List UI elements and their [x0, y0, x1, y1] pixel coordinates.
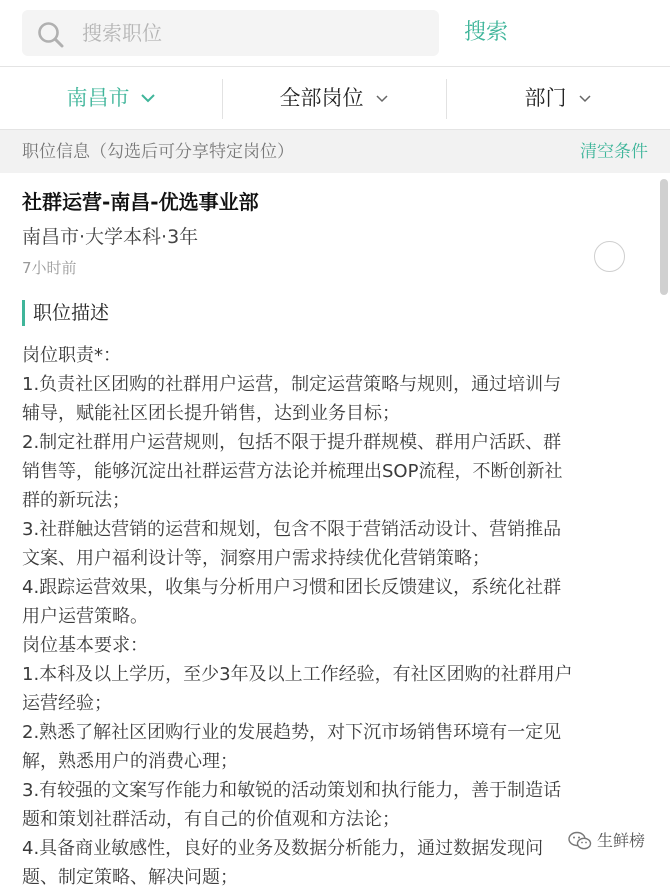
select-radio[interactable] [594, 241, 625, 272]
section-heading: 职位描述 [22, 300, 109, 326]
watermark [568, 830, 645, 852]
job-card [0, 173, 670, 888]
position-filter-label: 全部岗位 [279, 86, 364, 110]
position-filter[interactable] [223, 67, 446, 129]
description-line: 3.社群触达营销的运营和规划，包含不限于营销活动设计、营销推品 [22, 519, 562, 540]
description-line: 1.本科及以上学历，至少3年及以上工作经验，有社区团购的社群用户 [22, 664, 573, 685]
posted-time: 7小时前 [22, 259, 77, 277]
description-line: 2.制定社群用户运营规则，包括不限于提升群规模、群用户活跃、群 [22, 432, 562, 453]
search-button[interactable]: 搜索 [464, 20, 509, 45]
job-meta: 南昌市·大学本科·3年 [22, 226, 199, 248]
description-line: 4.跟踪运营效果，收集与分析用户习惯和团长反馈建议，系统化社群 [22, 577, 562, 598]
scrollbar[interactable] [660, 179, 668, 295]
description-line: 用户运营策略。 [22, 606, 148, 627]
description-line: 运营经验； [22, 693, 112, 714]
chevron-down-icon [140, 92, 156, 104]
search-input[interactable] [22, 10, 439, 56]
description-line: 4.具备商业敏感性，良好的业务及数据分析能力，通过数据发现问 [22, 838, 544, 859]
description-line: 题、制定策略、解决问题； [22, 867, 238, 888]
chevron-down-icon [374, 92, 390, 104]
search-bar [0, 0, 670, 66]
description-line: 岗位基本要求： [22, 635, 148, 656]
description-line: 群的新玩法； [22, 490, 130, 511]
department-filter-label: 部门 [524, 86, 567, 110]
description-line: 1.负责社区团购的社群用户运营，制定运营策略与规则，通过培训与 [22, 374, 562, 395]
chevron-down-icon [577, 92, 593, 104]
description-line: 3.有较强的文案写作能力和敏锐的活动策划和执行能力，善于制造话 [22, 780, 562, 801]
description-line: 辅导，赋能社区团长提升销售，达到业务目标； [22, 403, 400, 424]
clear-filters-button[interactable]: 清空条件 [580, 142, 648, 162]
watermark-text: 生鲜榜 [597, 831, 646, 850]
search-placeholder: 搜索职位 [82, 21, 162, 45]
description-line: 解，熟悉用户的消费心理； [22, 751, 238, 772]
description-line: 销售等，能够沉淀出社群运营方法论并梳理出SOP流程，不断创新社 [22, 461, 563, 482]
department-filter[interactable] [447, 67, 670, 129]
job-title: 社群运营-南昌-优选事业部 [22, 190, 259, 214]
wechat-icon [568, 831, 592, 851]
search-icon [36, 20, 66, 50]
description-line: 文案、用户福利设计等，洞察用户需求持续优化营销策略； [22, 548, 490, 569]
city-filter-label: 南昌市 [66, 86, 130, 110]
job-description [22, 341, 632, 892]
description-line: 2.熟悉了解社区团购行业的发展趋势，对下沉市场销售环境有一定见 [22, 722, 562, 743]
info-text: 职位信息（勾选后可分享特定岗位） [22, 142, 294, 162]
description-line: 题和策划社群活动，有自己的价值观和方法论； [22, 809, 400, 830]
filter-bar [0, 67, 670, 129]
city-filter[interactable] [0, 67, 222, 129]
description-line: 岗位职责*： [22, 345, 121, 366]
info-strip [0, 129, 670, 173]
